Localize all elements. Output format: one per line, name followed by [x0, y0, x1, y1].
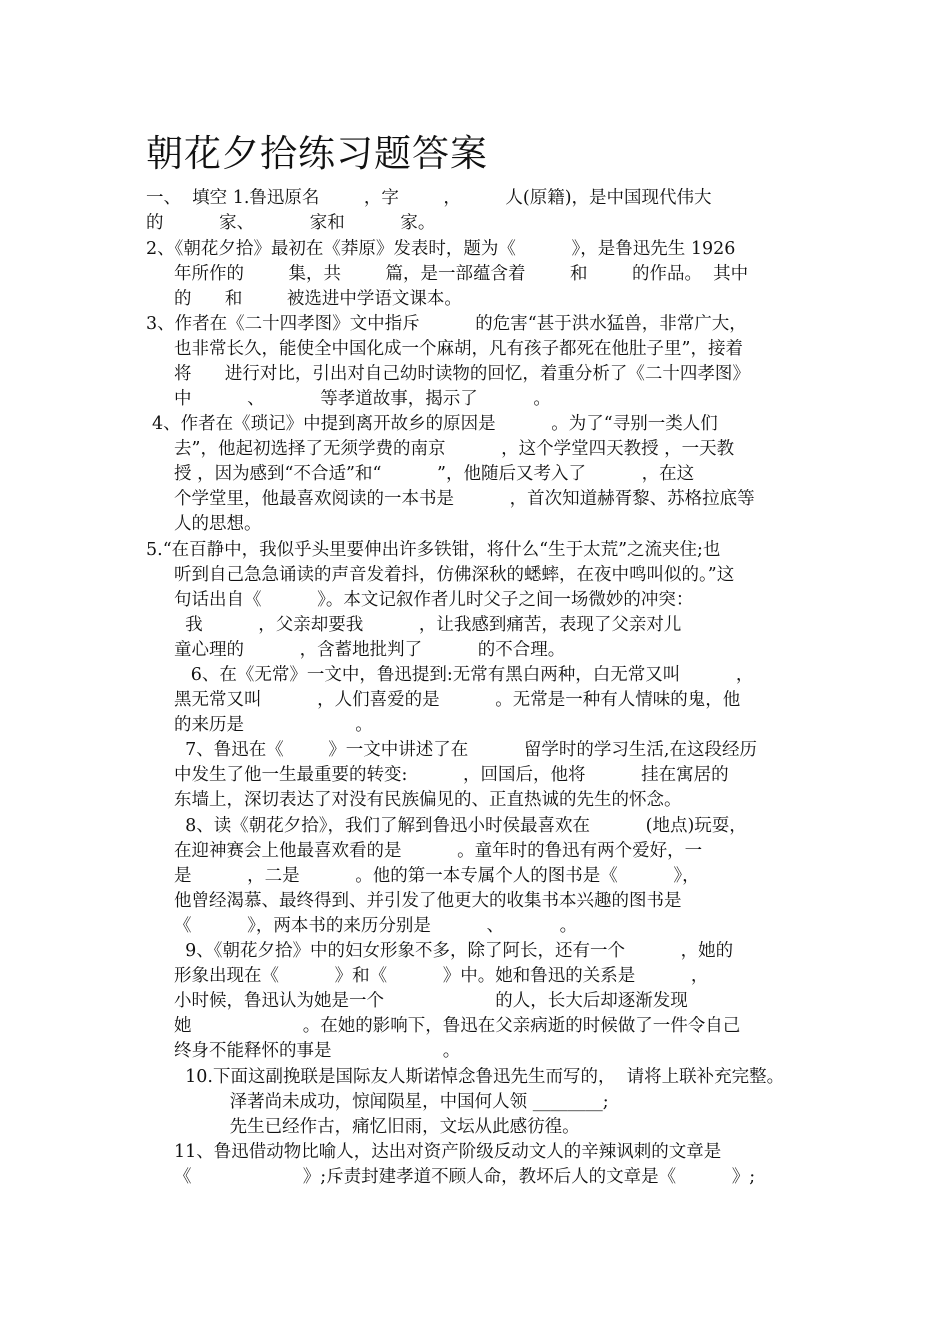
text-line: 10.下面这副挽联是国际友人斯诺悼念鲁迅先生而写的， 请将上联补充完整。: [174, 1067, 785, 1087]
text-line: 4、作者在《琐记》中提到离开故乡的原因是 。为了“寻别一类人们: [152, 414, 718, 434]
text-line: 《 》，两本书的来历分别是 、 。: [174, 916, 578, 936]
text-line: 授 ，因为感到“不合适”和“ ”，他随后又考入了 ，在这: [174, 464, 695, 484]
text-line: 年所作的 集，共 篇，是一部蕴含着 和 的作品。 其中: [174, 264, 749, 284]
text-line: 7、鲁迅在《 》一文中讲述了在 留学时的学习生活,在这段经历: [174, 740, 757, 760]
text-line: 听到自己急急诵读的声音发着抖，仿佛深秋的蟋蟀，在夜中鸣叫似的。”这: [174, 565, 735, 585]
text-line: 东墙上，深切表达了对没有民族偏见的、正直热诚的先生的怀念。: [174, 790, 682, 810]
document-title: 朝花夕拾练习题答案: [146, 131, 488, 175]
text-line: 8、读《朝花夕拾》，我们了解到鲁迅小时侯最喜欢在 (地点)玩耍，: [174, 816, 747, 836]
text-line: 黑无常又叫 ，人们喜爱的是 。无常是一种有人情味的鬼，他: [174, 690, 741, 710]
text-line: 9、《朝花夕拾》中的妇女形象不多，除了阿长，还有一个 ，她的: [174, 941, 734, 961]
text-line: 句话出自《 》。本文记叙作者儿时父子之间一场微妙的冲突：: [174, 590, 694, 610]
text-line: 形象出现在《 》和《 》中。她和鲁迅的关系是 ，: [174, 966, 709, 986]
text-line: 11、鲁迅借动物比喻人，达出对资产阶级反动文人的辛辣讽刺的文章是: [174, 1142, 722, 1162]
text-line: 中发生了他一生最重要的转变: ，回国后，他将 挂在寓居的: [174, 765, 729, 785]
text-line: 也非常长久，能使全中国化成一个麻胡，凡有孩子都死在他肚子里”，接着: [174, 339, 743, 359]
text-line: 童心理的 ，含蓄地批判了 的不合理。: [174, 640, 566, 660]
text-line: 先生已经作古，痛忆旧雨，文坛从此感彷徨。: [174, 1117, 580, 1137]
text-line: 泽著尚未成功，惊闻陨星，中国何人领 ________;: [174, 1092, 609, 1112]
text-line: 在迎神赛会上他最喜欢看的是 。童年时的鲁迅有两个爱好，一: [174, 841, 703, 861]
text-line: 《 》;斥责封建孝道不顾人命，教坏后人的文章是《 》;: [174, 1167, 756, 1187]
text-line: 的来历是 。: [174, 715, 373, 735]
text-line: 终身不能释怀的事是 。: [174, 1041, 461, 1061]
text-line: 我 ，父亲却要我 ，让我感到痛苦，表现了父亲对儿: [174, 615, 682, 635]
text-line: 6、在《无常》一文中，鲁迅提到:无常有黑白两种，白无常又叫 ，: [174, 665, 754, 685]
text-line: 一、 填空 1.鲁迅原名 ，字 ， 人(原籍)，是中国现代伟大: [146, 188, 712, 208]
text-line: 他曾经渴慕、最终得到、并引发了他更大的收集书本兴趣的图书是: [174, 891, 682, 911]
text-line: 人的思想。: [174, 514, 262, 534]
text-line: 中 、 等孝道故事，揭示了 。: [174, 389, 551, 409]
text-line: 3、作者在《二十四孝图》文中指斥 的危害“甚于洪水猛兽，非常广大，: [146, 314, 747, 334]
text-line: 个学堂里，他最喜欢阅读的一本书是 ，首次知道赫胥黎、苏格拉底等: [174, 489, 755, 509]
text-line: 小时候，鲁迅认为她是一个 的人，长大后却逐渐发现: [174, 991, 688, 1011]
text-line: 的 和 被选进中学语文课本。: [174, 289, 462, 309]
text-line: 是 ，二是 。他的第一本专属个人的图书是《 》，: [174, 866, 700, 886]
text-line: 将 进行对比，引出对自己幼时读物的回忆，着重分析了《二十四孝图》: [174, 364, 750, 384]
text-line: 的 家、 家和 家。: [146, 213, 436, 233]
text-line: 去”，他起初选择了无须学费的南京 ，这个学堂四天教授 ，一天教: [174, 439, 735, 459]
text-line: 她 。在她的影响下，鲁迅在父亲病逝的时候做了一件令自己: [174, 1016, 741, 1036]
text-line: 5.“在百静中，我似乎头里要伸出许多铁钳，将什么“生于太荒”之流夹住;也: [146, 540, 721, 560]
text-line: 2、《朝花夕拾》最初在《莽原》发表时，题为《 》，是鲁迅先生 1926: [146, 239, 736, 259]
